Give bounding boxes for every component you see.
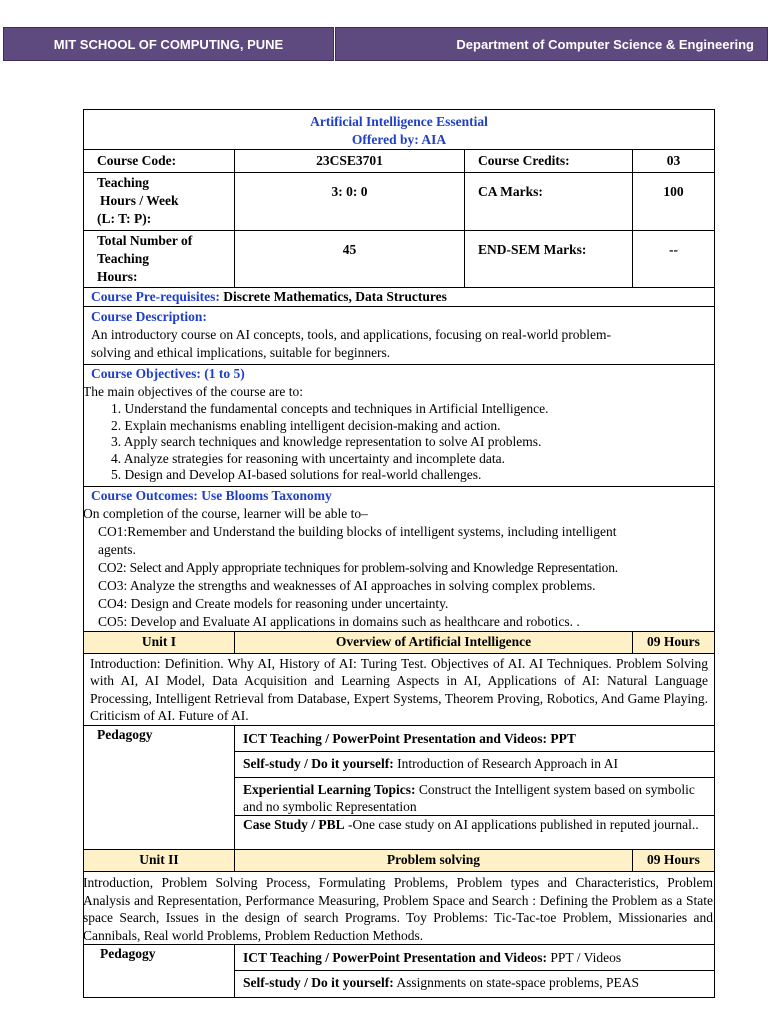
unit1-content-row <box>84 654 714 726</box>
description-line-1: An introductory course on AI concepts, tools, and applications, focusing on real-world problem- <box>91 327 612 342</box>
unit2-self-study-value: Assignments on state-space problems, PEAS <box>393 975 639 990</box>
course-title-cell <box>84 110 714 149</box>
outcomes-row <box>84 487 714 632</box>
teaching-label-3: (L: T: P): <box>97 211 152 226</box>
unit2-ict-value: PPT / Videos <box>547 950 622 965</box>
course-credits-value: 03 <box>666 153 681 168</box>
teaching-label-2: Hours / Week <box>100 193 179 208</box>
unit2-label: Unit II <box>84 850 235 871</box>
outcomes-label: Course Outcomes: Use Blooms Taxonomy <box>91 488 332 503</box>
outcomes <box>84 487 714 631</box>
unit1-case-study-label: Case Study / PBL <box>243 817 345 832</box>
outcome-co2: CO2: Select and Apply appropriate techniques for problem-solving and Knowledge Representation. <box>98 560 618 575</box>
unit1-experiential-value: Construct the Intelligent system based on symbolic and no symbolic Representation <box>243 782 695 814</box>
unit2-content: Introduction, Problem Solving Process, Formulating Problems, Problem types and Characteristics, Problem Analysis and Representation, Performance Measuring, Problem Space and Search : Defining the Problem as a State space Search, Issues in the design of search Programs. Toy Problems: Tic-Tac-toe Problem, Missionaries and Cannibals, Real world Problems, Problem Reduction Methods. <box>83 875 713 943</box>
objective-item: 4. Analyze strategies for reasoning with uncertainty and incomplete data. <box>111 450 505 466</box>
unit1-ict: ICT Teaching / PowerPoint Presentation and Videos: PPT <box>235 726 714 752</box>
outcome-co1-cont: agents. <box>98 542 136 557</box>
teaching-hours-label <box>84 173 235 230</box>
prerequisites <box>84 288 714 306</box>
unit2-pedagogy-row <box>84 945 714 997</box>
unit1-experiential-label: Experiential Learning Topics: <box>243 782 416 797</box>
objectives-row <box>84 365 714 487</box>
unit1-title: Overview of Artificial Intelligence <box>235 632 633 653</box>
total-label-3: Hours: <box>97 269 138 284</box>
course-code-row <box>84 150 714 173</box>
unit1-self-study-value: Introduction of Research Approach in AI <box>393 756 618 771</box>
total-hours-label <box>84 231 235 287</box>
outcome-co1: CO1:Remember and Understand the building blocks of intelligent systems, including intelligent <box>98 524 617 539</box>
objectives <box>84 365 714 486</box>
syllabus-table <box>83 109 715 998</box>
unit1-label: Unit I <box>84 632 235 653</box>
unit1-pedagogy-row <box>84 726 714 850</box>
unit2-ict-label: ICT Teaching / PowerPoint Presentation and Videos: <box>243 950 548 965</box>
unit1-header-row <box>84 632 714 654</box>
unit2-pedagogy-items <box>235 945 714 997</box>
teaching-hours-value: 3: 0: 0 <box>235 173 465 230</box>
outcomes-intro: On completion of the course, learner will be able to– <box>83 506 368 521</box>
unit2-content-row <box>84 872 714 945</box>
teaching-hours-row <box>84 173 714 231</box>
unit1-hours: 09 Hours <box>647 634 700 649</box>
unit1-self-study-label: Self-study / Do it yourself: <box>243 756 394 771</box>
unit2-ict <box>235 945 714 971</box>
unit1-experiential <box>235 778 714 816</box>
unit1-pedagogy-label: Pedagogy <box>84 726 235 849</box>
teaching-label-1: Teaching <box>97 175 150 190</box>
description <box>84 307 714 364</box>
total-hours-value: 45 <box>235 231 465 287</box>
description-label: Course Description: <box>91 309 207 324</box>
unit1-self-study <box>235 752 714 778</box>
unit2-header-row <box>84 850 714 872</box>
course-title: Artificial Intelligence Essential <box>310 114 488 129</box>
unit2-self-study-label: Self-study / Do it yourself: <box>243 975 394 990</box>
unit1-content: Introduction: Definition. Why AI, History of AI: Turing Test. Objectives of AI. AI Techniques. Problem Solving with AI, AI Model, Data Acquisition and Learning Aspects in AI, Applications of AI: Natural Language Processing, Intelligent Retrieval from Database, Expert Systems, Theorem Proving, Robotics, And Game Playing. Criticism of AI. Future of AI. <box>90 656 708 723</box>
outcome-co4: CO4: Design and Create models for reasoning under uncertainty. <box>98 596 449 611</box>
course-code-value: 23CSE3701 <box>235 150 465 172</box>
offered-by: Offered by: AIA <box>351 132 447 147</box>
unit1-pedagogy-items <box>235 726 714 849</box>
course-credits-label: Course Credits: <box>465 150 633 172</box>
prerequisites-value: Discrete Mathematics, Data Structures <box>219 289 447 304</box>
unit1-case-study-value: -One case study on AI applications published in reputed journal.. <box>344 817 699 832</box>
objective-item: 3. Apply search techniques and knowledge representation to solve AI problems. <box>111 434 542 449</box>
unit2-self-study <box>235 971 714 997</box>
endsem-marks-label: END-SEM Marks: <box>465 231 633 287</box>
unit2-title: Problem solving <box>235 850 633 871</box>
objective-item: 5. Design and Develop AI-based solutions for real-world challenges. <box>111 467 482 482</box>
outcome-co5: CO5: Develop and Evaluate AI applications in domains such as healthcare and robotics. . <box>98 614 580 629</box>
endsem-marks-value: -- <box>669 242 678 257</box>
objective-item: 2. Explain mechanisms enabling intelligent decision-making and action. <box>111 417 501 433</box>
course-code-label: Course Code: <box>84 150 235 172</box>
school-name: MIT SCHOOL OF COMPUTING, PUNE <box>53 36 284 52</box>
ca-marks-value: 100 <box>663 184 684 199</box>
school-name-banner <box>3 27 334 61</box>
department-banner <box>335 27 768 61</box>
unit1-case-study <box>235 816 714 850</box>
prerequisites-row <box>84 288 714 307</box>
description-row <box>84 307 714 365</box>
department-name: Department of Computer Science & Engineering <box>456 36 754 52</box>
unit2-pedagogy-label: Pedagogy <box>84 945 235 997</box>
description-line-2: solving and ethical implications, suitable for beginners. <box>91 345 391 360</box>
objectives-intro: The main objectives of the course are to: <box>83 384 304 399</box>
prerequisites-label: Course Pre-requisites: <box>91 289 220 304</box>
outcome-co3: CO3: Analyze the strengths and weaknesses of AI approaches in solving complex problems. <box>98 578 596 593</box>
title-row <box>84 110 714 150</box>
total-label-1: Total Number of <box>97 233 193 248</box>
unit2-hours: 09 Hours <box>647 852 700 867</box>
objectives-list <box>84 401 714 484</box>
objectives-label: Course Objectives: (1 to 5) <box>91 366 245 381</box>
ca-marks-label: CA Marks: <box>465 173 633 230</box>
objective-item: 1. Understand the fundamental concepts and techniques in Artificial Intelligence. <box>111 401 549 416</box>
total-hours-row <box>84 231 714 288</box>
total-label-2: Teaching <box>97 251 150 266</box>
